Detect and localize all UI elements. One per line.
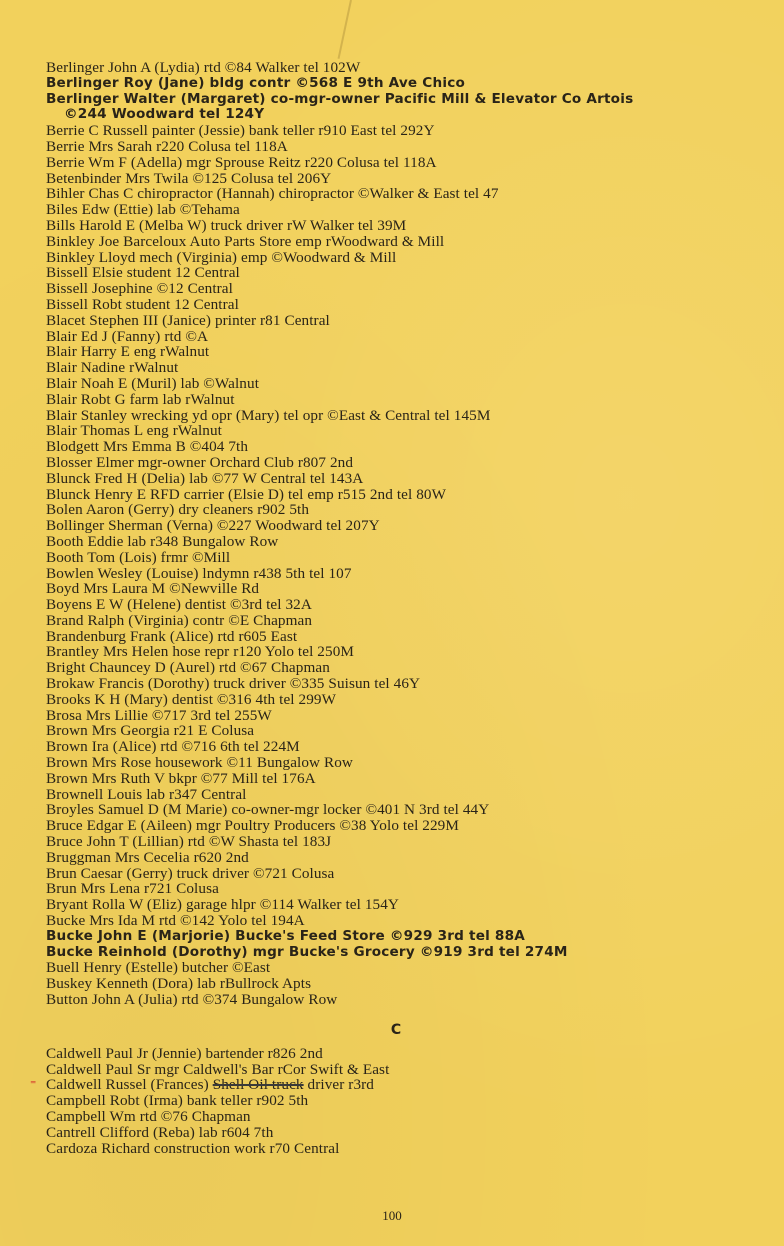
entry-text: Caldwell Paul Sr mgr Caldwell's Bar rCor Swift & East	[46, 1060, 390, 1078]
directory-entry: Blair Nadine rWalnut	[46, 359, 179, 377]
directory-entry: Berrie Mrs Sarah r220 Colusa tel 118A	[46, 137, 288, 155]
directory-entry: Brantley Mrs Helen hose repr r120 Yolo tel 250M	[46, 643, 354, 661]
entry-text: Cantrell Clifford (Reba) lab r604 7th	[46, 1123, 274, 1141]
directory-entry	[46, 1141, 746, 1157]
red-pen-mark-icon: ⁼	[30, 1077, 37, 1092]
section-b-entries	[46, 60, 746, 1008]
directory-entry: Biles Edw (Ettie) lab ©Tehama	[46, 201, 240, 219]
directory-entry: Bissell Robt student 12 Central	[46, 295, 239, 313]
struck-through-text: Shell Oil truck	[212, 1076, 304, 1094]
directory-entry: Brooks K H (Mary) dentist ©316 4th tel 299W	[46, 690, 337, 708]
directory-entry: Bruce Edgar E (Aileen) mgr Poultry Producers ©38 Yolo tel 229M	[46, 817, 459, 835]
directory-entry: Bills Harold E (Melba W) truck driver rW Walker tel 39M	[46, 216, 407, 234]
directory-entry: Boyd Mrs Laura M ©Newville Rd	[46, 580, 260, 598]
directory-entry: Blair Stanley wrecking yd opr (Mary) tel opr ©East & Central tel 145M	[46, 406, 491, 424]
directory-entry: Brown Ira (Alice) rtd ©716 6th tel 224M	[46, 738, 300, 756]
directory-entry: Buell Henry (Estelle) butcher ©East	[46, 959, 271, 977]
directory-entry: Blair Robt G farm lab rWalnut	[46, 390, 235, 408]
directory-entry: Blair Noah E (Muril) lab ©Walnut	[46, 374, 260, 392]
directory-entry	[46, 1109, 746, 1125]
directory-entry: Bright Chauncey D (Aurel) rtd ©67 Chapman	[46, 659, 330, 677]
directory-entry: Blair Harry E eng rWalnut	[46, 343, 210, 361]
directory-entry: Bissell Elsie student 12 Central	[46, 264, 240, 282]
directory-entry: Bucke Mrs Ida M rtd ©142 Yolo tel 194A	[46, 912, 305, 930]
directory-entry-continuation: ©244 Woodward tel 124Y	[64, 106, 265, 123]
directory-entry: Betenbinder Mrs Twila ©125 Colusa tel 206Y	[46, 169, 332, 187]
directory-entry: Bissell Josephine ©12 Central	[46, 280, 233, 298]
directory-entry	[46, 1046, 746, 1062]
directory-entry	[30, 1076, 746, 1094]
directory-entry: Brown Mrs Ruth V bkpr ©77 Mill tel 176A	[46, 769, 316, 787]
directory-entry: Blair Ed J (Fanny) rtd ©A	[46, 327, 209, 345]
directory-entry: Blunck Fred H (Delia) lab ©77 W Central tel 143A	[46, 469, 364, 487]
directory-entry: Berlinger Walter (Margaret) co-mgr-owner Pacific Mill & Elevator Co Artois	[46, 90, 634, 107]
directory-entry: Bucke Reinhold (Dorothy) mgr Bucke's Grocery ©919 3rd tel 274M	[46, 943, 568, 960]
directory-entry: Brand Ralph (Virginia) contr ©E Chapman	[46, 611, 313, 629]
directory-entry: Binkley Joe Barceloux Auto Parts Store emp rWoodward & Mill	[46, 232, 445, 250]
entry-text: Caldwell Paul Jr (Jennie) bartender r826 2nd	[46, 1044, 323, 1062]
directory-entry: Bruce John T (Lillian) rtd ©W Shasta tel 183J	[46, 833, 332, 851]
directory-entry: Booth Tom (Lois) frmr ©Mill	[46, 548, 231, 566]
directory-entry: Berrie Wm F (Adella) mgr Sprouse Reitz r220 Colusa tel 118A	[46, 153, 437, 171]
directory-entry: Button John A (Julia) rtd ©374 Bungalow Row	[46, 991, 338, 1009]
directory-entry: Brosa Mrs Lillie ©717 3rd tel 255W	[46, 706, 272, 724]
entry-text: Campbell Robt (Irma) bank teller r902 5th	[46, 1092, 309, 1110]
directory-entry: Blosser Elmer mgr-owner Orchard Club r807 2nd	[46, 453, 354, 471]
directory-entry: Berlinger John A (Lydia) rtd ©84 Walker tel 102W	[46, 59, 361, 76]
directory-entry: Boyens E W (Helene) dentist ©3rd tel 32A	[46, 596, 312, 614]
directory-entry: Blacet Stephen III (Janice) printer r81 Central	[46, 311, 330, 329]
directory-entry: Bolen Aaron (Gerry) dry cleaners r902 5th	[46, 501, 310, 519]
entry-text: Campbell Wm rtd ©76 Chapman	[46, 1108, 251, 1125]
entry-text: Caldwell Russel (Frances)	[46, 1076, 213, 1094]
directory-entry: Brandenburg Frank (Alice) rtd r605 East	[46, 627, 298, 645]
directory-entry	[46, 1125, 746, 1141]
directory-entry: Blunck Henry E RFD carrier (Elsie D) tel emp r515 2nd tel 80W	[46, 485, 447, 503]
directory-entry: Broyles Samuel D (M Marie) co-owner-mgr locker ©401 N 3rd tel 44Y	[46, 801, 490, 819]
directory-entry: Berlinger Roy (Jane) bldg contr ©568 E 9th Ave Chico	[46, 74, 465, 91]
directory-entry: Blodgett Mrs Emma B ©404 7th	[46, 438, 249, 456]
directory-entry: Brun Caesar (Gerry) truck driver ©721 Colusa	[46, 864, 335, 882]
directory-entry: Brun Mrs Lena r721 Colusa	[46, 880, 219, 898]
directory-entry: Bryant Rolla W (Eliz) garage hlpr ©114 Walker tel 154Y	[46, 896, 399, 914]
paper-crease	[338, 0, 352, 59]
directory-entry	[46, 1093, 746, 1109]
directory-entry: Blair Thomas L eng rWalnut	[46, 422, 222, 440]
directory-entry: Bollinger Sherman (Verna) ©227 Woodward tel 207Y	[46, 517, 380, 535]
directory-entry: Brownell Louis lab r347 Central	[46, 785, 247, 803]
page-number: 100	[382, 1208, 402, 1223]
directory-entry: Bucke John E (Marjorie) Bucke's Feed Store ©929 3rd tel 88A	[46, 927, 525, 944]
entries-list	[30, 59, 746, 1157]
directory-entry: Brown Mrs Georgia r21 E Colusa	[46, 722, 255, 740]
directory-entry: Berrie C Russell painter (Jessie) bank teller r910 East tel 292Y	[46, 122, 435, 140]
directory-entry	[46, 1062, 746, 1078]
directory-entry: Booth Eddie lab r348 Bungalow Row	[46, 532, 279, 550]
directory-entry: Brown Mrs Rose housework ©11 Bungalow Row	[46, 754, 354, 772]
entry-text: Cardoza Richard construction work r70 Central	[46, 1139, 340, 1157]
entry-text-after: driver r3rd	[303, 1076, 374, 1094]
directory-entry: Bihler Chas C chiropractor (Hannah) chiropractor ©Walker & East tel 47	[46, 185, 499, 203]
directory-entry: Brokaw Francis (Dorothy) truck driver ©335 Suisun tel 46Y	[46, 675, 421, 693]
section-c-entries	[30, 1044, 746, 1157]
directory-entry: Binkley Lloyd mech (Virginia) emp ©Woodward & Mill	[46, 248, 397, 266]
directory-entry: Bruggman Mrs Cecelia r620 2nd	[46, 848, 249, 866]
directory-entry: Bowlen Wesley (Louise) lndymn r438 5th tel 107	[46, 564, 352, 582]
directory-entry: Buskey Kenneth (Dora) lab rBullrock Apts	[46, 975, 312, 993]
section-heading-c: C	[390, 1021, 402, 1038]
